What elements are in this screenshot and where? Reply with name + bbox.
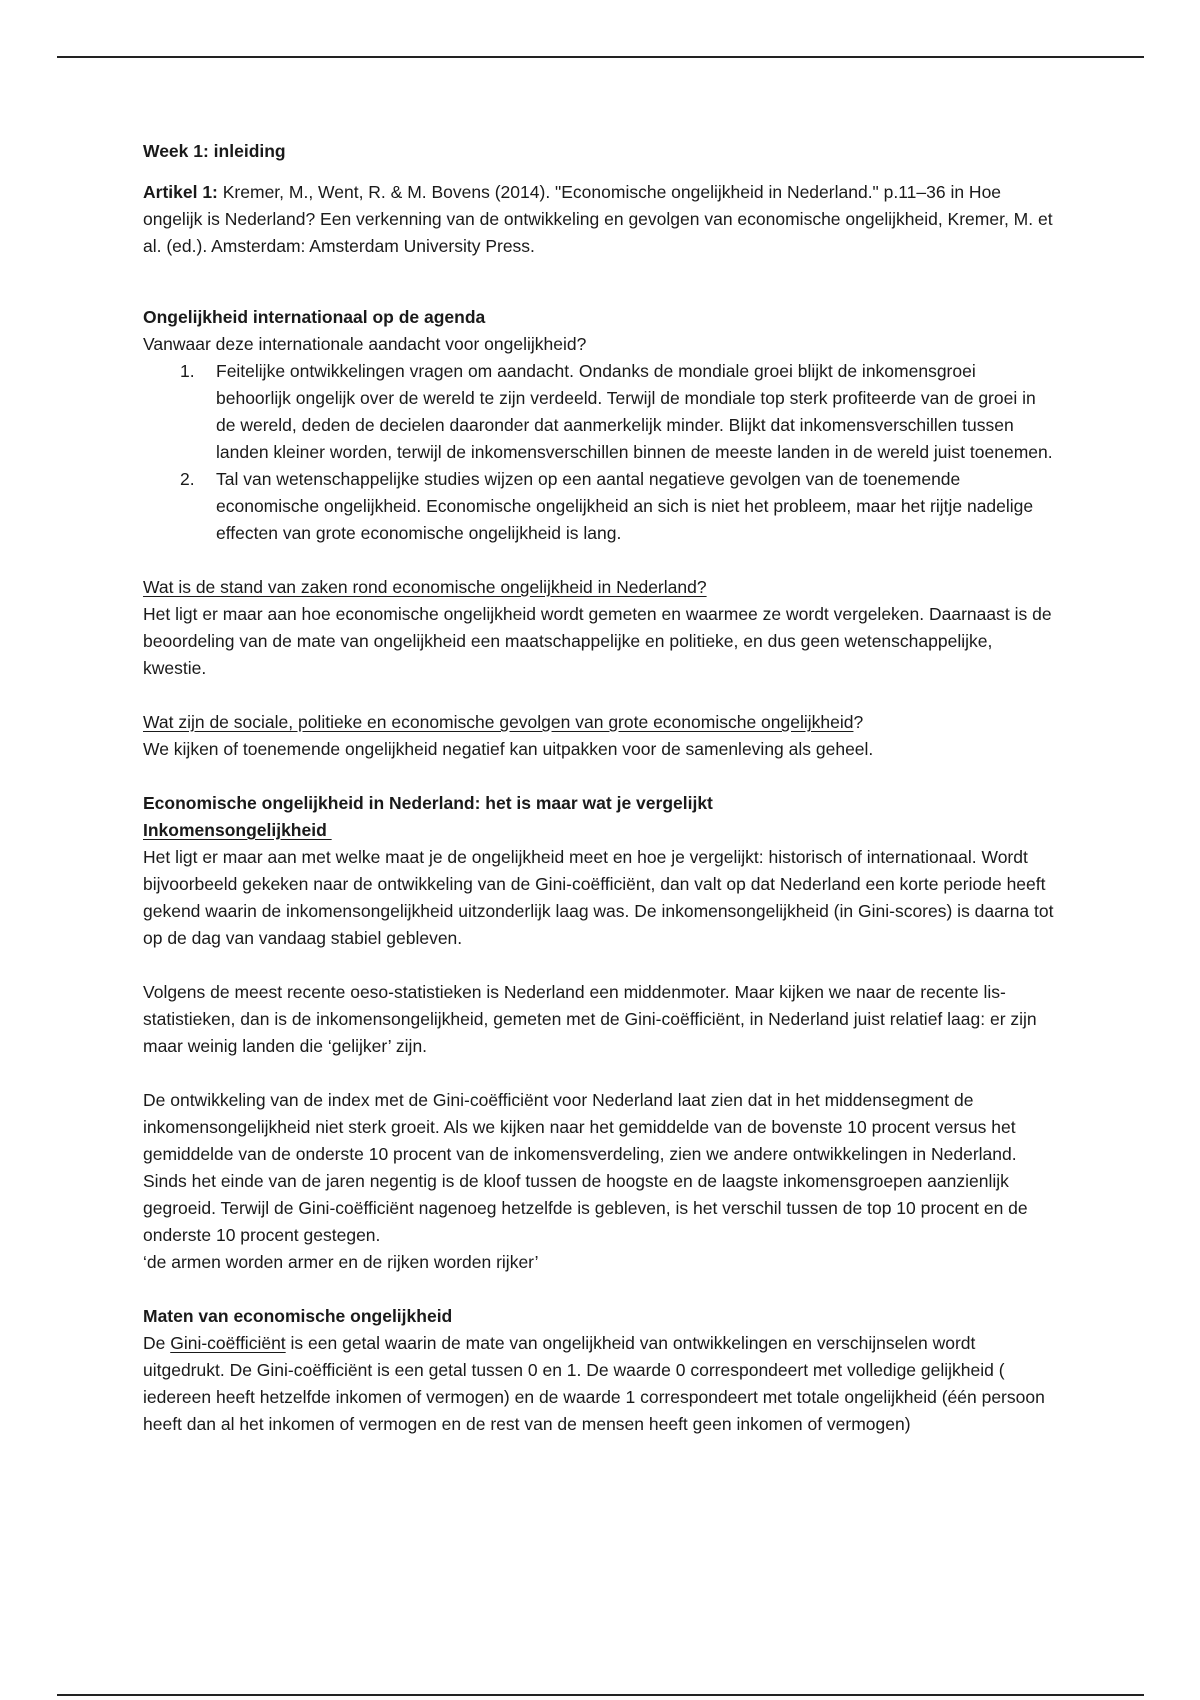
section-status <box>143 574 1055 682</box>
section-netherlands <box>143 790 1055 952</box>
paragraph: Het ligt er maar aan hoe economische ongelijkheid wordt gemeten en waarmee ze wordt vergeleken. Daarnaast is de beoordeling van de mate van ongelijkheid een maatschappelijke en politieke, en dus geen wetenschappelijke, kwestie. <box>143 604 1052 678</box>
section-question: Wat is de stand van zaken rond economische ongelijkheid in Nederland? <box>143 577 707 597</box>
paragraph: De ontwikkeling van de index met de Gini-coëfficiënt voor Nederland laat zien dat in het middensegment de inkomensongelijkheid niet sterk groeit. Als we kijken naar het gemiddelde van de bovenste 10 procent versus het gemiddelde van de onderste 10 procent van de inkomensverdeling, zien we andere ontwikkelingen in Nederland. Sinds het einde van de jaren negentig is de kloof tussen de hoogste en de laagste inkomensgroepen aanzienlijk gegroeid. Terwijl de Gini-coëfficiënt nagenoeg hetzelfde is gebleven, is het verschil tussen de top 10 procent en de onderste 10 procent gestegen. <box>143 1090 1028 1245</box>
list-item <box>143 358 1055 466</box>
paragraph-block <box>143 979 1055 1060</box>
section-question: Vanwaar deze internationale aandacht voor ongelijkheid? <box>143 334 587 354</box>
gini-term: Gini-coëfficiënt <box>170 1333 286 1353</box>
article-text: Kremer, M., Went, R. & M. Bovens (2014). "Economische ongelijkheid in Nederland." p.11–36 in Hoe ongelijk is Nederland? Een verkenning van de ontwikkeling en gevolgen van economische ongelijkheid, Kremer, M. et al. (ed.). Amsterdam: Amsterdam University Press. <box>143 182 1053 256</box>
list-item <box>143 466 1055 547</box>
paragraph-text: is een getal waarin de mate van ongelijkheid van ontwikkelingen en verschijnselen wordt uitgedrukt. De Gini-coëfficiënt is een getal tussen 0 en 1. De waarde 0 correspondeert met volledige gelijkheid ( iedereen heeft hetzelfde inkomen of vermogen) en de waarde 1 correspondeert met totale ongelijkheid (één persoon heeft dan al het inkomen of vermogen en de rest van de mensen heeft geen inkomen of vermogen) <box>143 1333 1045 1434</box>
paragraph: Het ligt er maar aan met welke maat je de ongelijkheid meet en hoe je vergelijkt: historisch of internationaal. Wordt bijvoorbeeld gekeken naar de ontwikkeling van de Gini-coëfficiënt, dan valt op dat Nederland een korte periode heeft gekend waarin de inkomensongelijkheid uitzonderlijk laag was. De inkomensongelijkheid (in Gini-scores) is daarna tot op de dag van vandaag stabiel gebleven. <box>143 847 1054 948</box>
numbered-list <box>143 358 1055 547</box>
question-mark: ? <box>853 712 864 732</box>
section-heading: Maten van economische ongelijkheid <box>143 1306 453 1326</box>
paragraph <box>143 1330 1055 1438</box>
paragraph-block <box>143 1087 1055 1276</box>
week-heading: Week 1: inleiding <box>143 141 286 161</box>
section-heading: Ongelijkheid internationaal op de agenda <box>143 307 486 327</box>
list-item-text: Feitelijke ontwikkelingen vragen om aandacht. Ondanks de mondiale groei blijkt de inkomensgroei behoorlijk ongelijk over de wereld te zijn verdeeld. Terwijl de mondiale top sterk profiteerde van de groei in de wereld, deden de decielen daaronder dat aanmerkelijk minder. Blijkt dat inkomensverschillen tussen landen kleiner worden, terwijl de inkomensverschillen binnen de meeste landen in de wereld juist toenemen. <box>216 361 1053 462</box>
list-number: 1. <box>180 361 195 381</box>
footer-rule <box>57 1694 1144 1696</box>
article-citation <box>143 179 1055 260</box>
list-number: 2. <box>180 469 195 489</box>
section-measures <box>143 1303 1055 1438</box>
paragraph: We kijken of toenemende ongelijkheid negatief kan uitpakken voor de samenleving als geheel. <box>143 739 874 759</box>
quote: ‘de armen worden armer en de rijken worden rijker’ <box>143 1252 539 1272</box>
article-label: Artikel 1: <box>143 182 218 202</box>
paragraph-lead: De <box>143 1333 171 1353</box>
section-question-line <box>143 709 1055 736</box>
section-heading: Economische ongelijkheid in Nederland: het is maar wat je vergelijkt <box>143 793 713 813</box>
section-international <box>143 304 1055 547</box>
section-consequences <box>143 709 1055 763</box>
section-subheading: Inkomensongelijkheid <box>143 820 332 840</box>
paragraph: Volgens de meest recente oeso-statistieken is Nederland een middenmoter. Maar kijken we naar de recente lis-statistieken, dan is de inkomensongelijkheid, gemeten met de Gini-coëfficiënt, in Nederland juist relatief laag: er zijn maar weinig landen die ‘gelijker’ zijn. <box>143 982 1037 1056</box>
document-body <box>143 138 1055 1438</box>
header-rule <box>57 56 1144 58</box>
section-question: Wat zijn de sociale, politieke en economische gevolgen van grote economische ongelijkheid <box>143 712 854 732</box>
list-item-text: Tal van wetenschappelijke studies wijzen op een aantal negatieve gevolgen van de toenemende economische ongelijkheid. Economische ongelijkheid an sich is niet het probleem, maar het rijtje nadelige effecten van grote economische ongelijkheid is lang. <box>216 469 1034 543</box>
